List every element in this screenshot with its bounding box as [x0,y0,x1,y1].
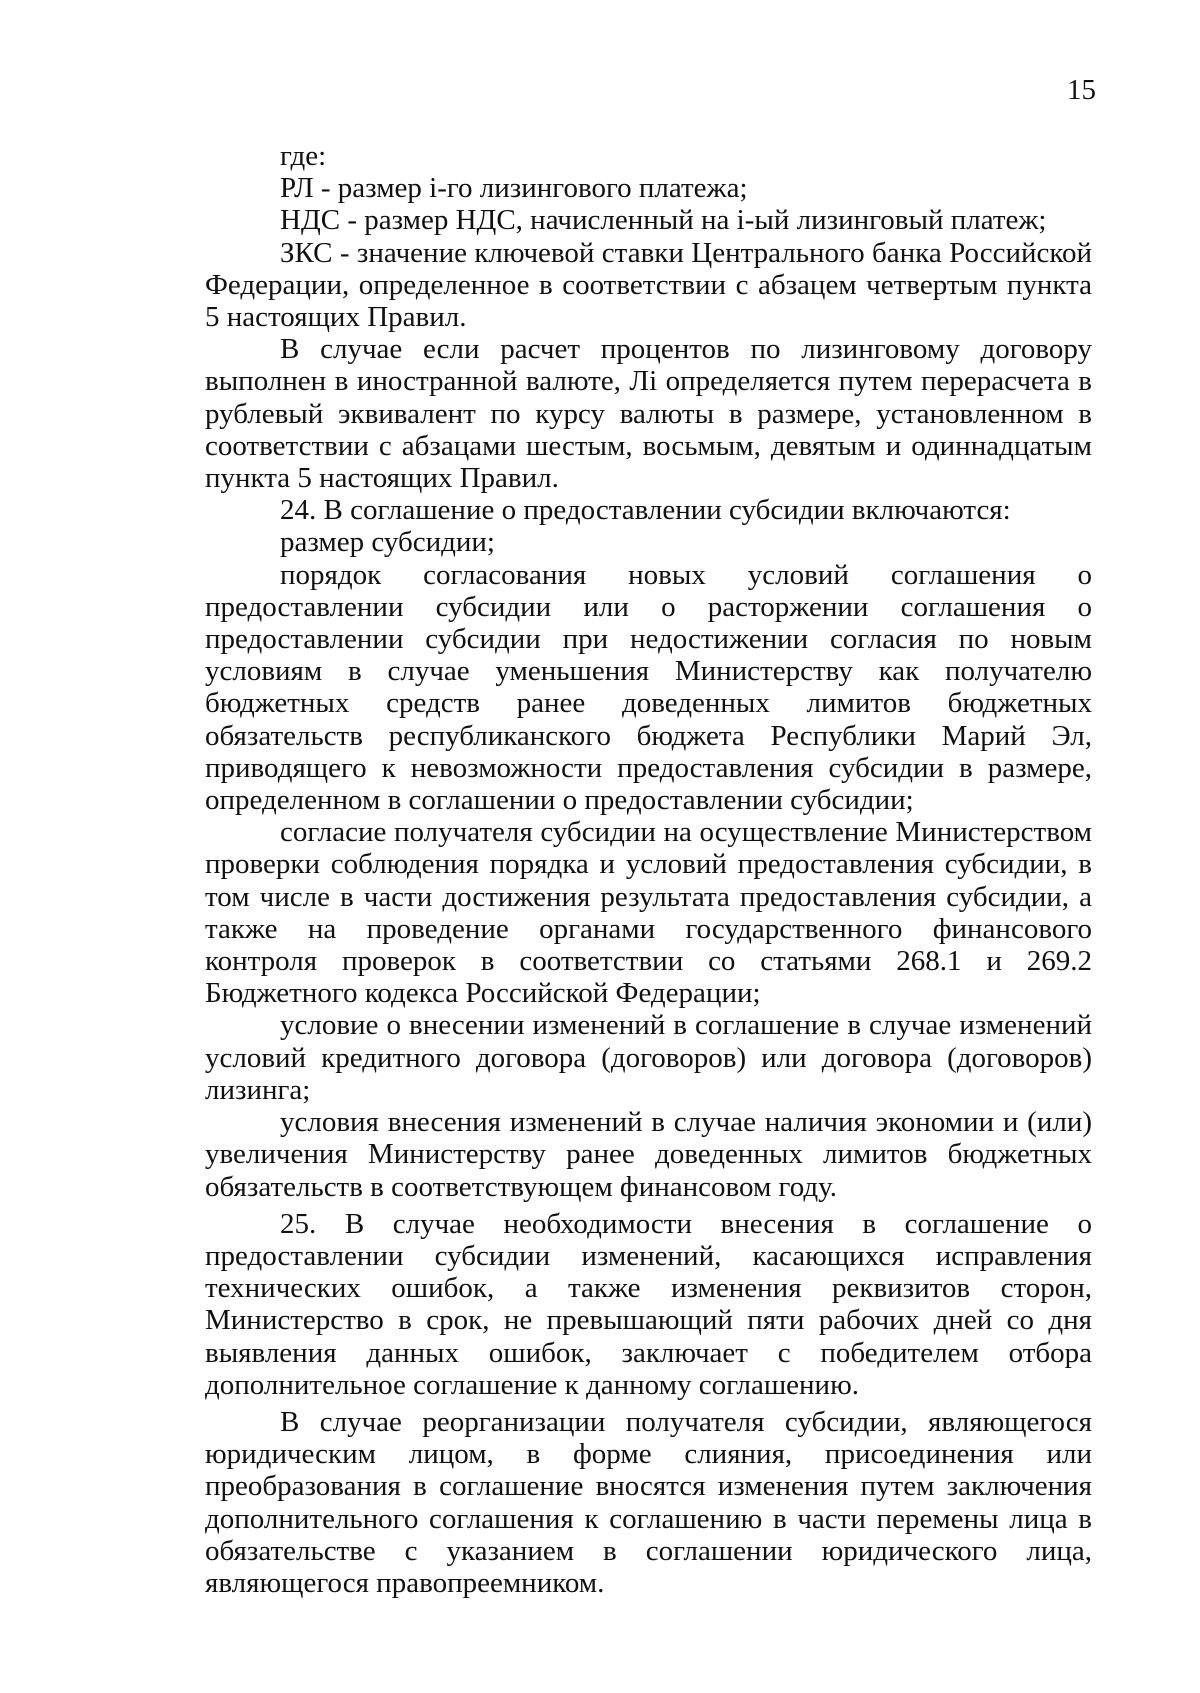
paragraph: размер субсидии; [280,526,495,559]
paragraph: ЗКС - значение ключевой ставки Центрального банка Российской Федерации, определенное в соответствии с абзацем четвертым пункта 5 настоящих Правил. [205,236,1092,334]
paragraph: условие о внесении изменений в соглашение в случае изменений условий кредитного договора (договоров) или договора (договоров) лизинга; [205,1009,1092,1106]
paragraph: согласие получателя субсидии на осуществление Министерством проверки соблюдения порядка и условий предоставления субсидии, в том числе в части достижения результата предоставления субсидии, а также на проведение органами государственного финансового контроля проверок в соответствии со статьями 268.1 и 269.2 Бюджетного кодекса Российской Федерации; [205,816,1092,1010]
paragraph: В случае если расчет процентов по лизинговому договору выполнен в иностранной валюте, Лi определяется путем перерасчета в рублевый эквивалент по курсу валюты в размере, установленном в соответствии с абзацами шестым, восьмым, девятым и одиннадцатым пункта 5 настоящих Правил. [205,333,1092,495]
paragraph: где: [280,140,327,172]
paragraph: порядок согласования новых условий соглашения о предоставлении субсидии или о расторжении соглашения о предоставлении субсидии при недостижении согласия по новым условиям в случае уменьшения Министерству как получателю бюджетных средств ранее доведенных лимитов бюджетных обязательств республиканского бюджета Республики Марий Эл, приводящего к невозможности предоставления субсидии в размере, определенном в соглашении о предоставлении субсидии; [205,558,1092,817]
paragraph: В случае реорганизации получателя субсидии, являющегося юридическим лицом, в форме слияния, присоединения или преобразования в соглашение вносятся изменения путем заключения дополнительного соглашения к соглашению в части перемены лица в обязательстве с указанием в соглашении юридического лица, являющегося правопреемником. [205,1405,1092,1599]
paragraph: 24. В соглашение о предоставлении субсидии включаются: [280,494,1011,527]
page-number: 15 [1067,74,1096,106]
paragraph: НДС - размер НДС, начисленный на i-ый лизинговый платеж; [280,204,1047,237]
paragraph: РЛ - размер i-го лизингового платежа; [280,172,748,205]
document-body [205,140,1092,1599]
paragraph: условия внесения изменений в случае наличия экономии и (или) увеличения Министерству ранее доведенных лимитов бюджетных обязательств в соответствующем финансовом году. [205,1106,1092,1203]
paragraph: 25. В случае необходимости внесения в соглашение о предоставлении субсидии изменений, касающихся исправления технических ошибок, а также изменения реквизитов сторон, Министерство в срок, не превышающий пяти рабочих дней со дня выявления данных ошибок, заключает с победителем отбора дополнительное соглашение к данному соглашению. [205,1207,1092,1401]
